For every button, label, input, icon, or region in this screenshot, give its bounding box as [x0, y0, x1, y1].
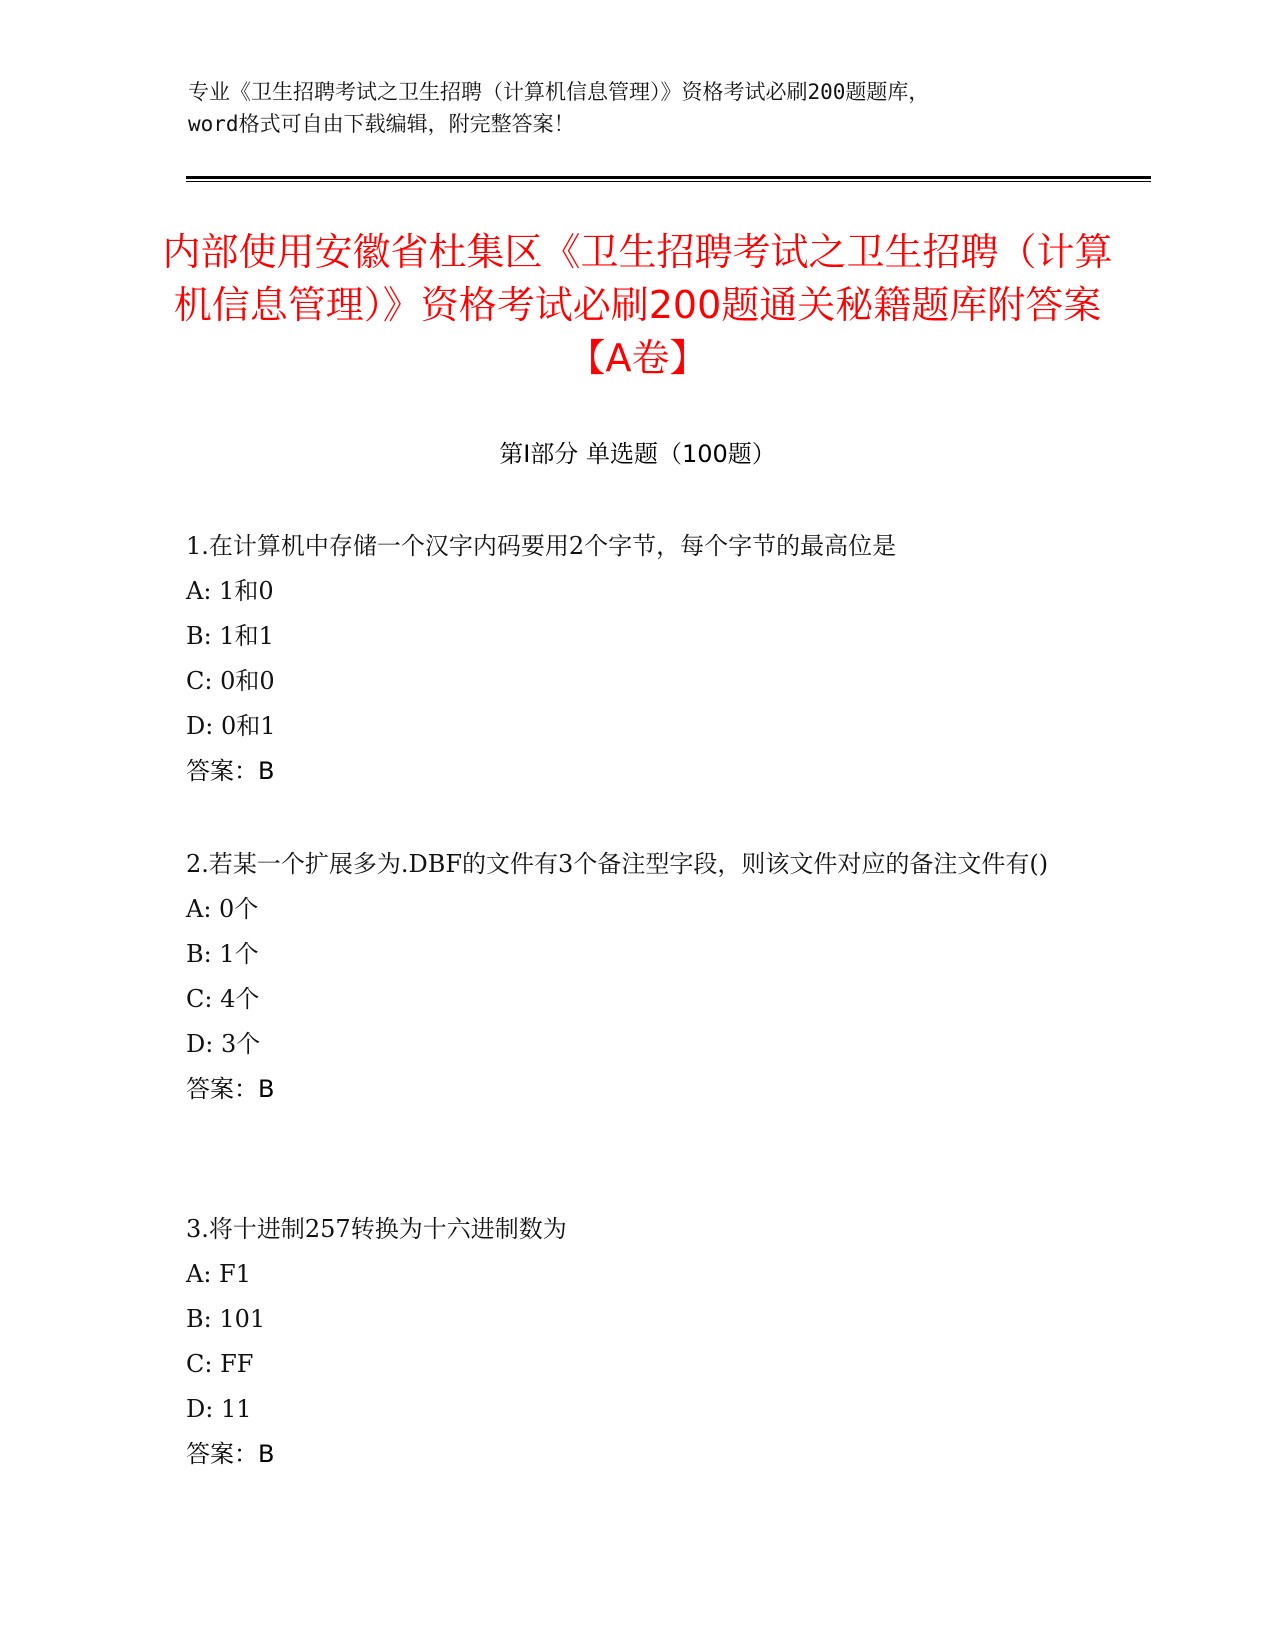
option-a: A: F1 — [186, 1260, 251, 1288]
question-stem: 2.若某一个扩展多为.DBF的文件有3个备注型字段，则该文件对应的备注文件有() — [186, 850, 1049, 878]
header-note-line-1: 专业《卫生招聘考试之卫生招聘（计算机信息管理）》资格考试必刷200题题库， — [188, 80, 930, 104]
option-c: C: 4个 — [186, 985, 260, 1013]
question-3 — [186, 1207, 1086, 1477]
header-note-line-2: word格式可自由下载编辑，附完整答案！ — [188, 112, 575, 136]
answer: 答案：B — [186, 1075, 275, 1103]
option-c: C: 0和0 — [186, 667, 275, 695]
question-2 — [186, 842, 1086, 1112]
answer: 答案：B — [186, 1440, 275, 1468]
header-note — [188, 76, 1088, 140]
document-title: 内部使用安徽省杜集区《卫生招聘考试之卫生招聘（计算机信息管理）》资格考试必刷200题通关秘籍题库附答案【A卷】 — [162, 230, 1113, 380]
section-title: 第I部分 单选题（100题） — [499, 440, 776, 468]
question-stem: 3.将十进制257转换为十六进制数为 — [186, 1215, 567, 1243]
option-b: B: 101 — [186, 1305, 266, 1333]
header-divider-thick — [186, 176, 1151, 179]
option-d: D: 3个 — [186, 1030, 261, 1058]
option-a: A: 1和0 — [186, 577, 274, 605]
option-d: D: 0和1 — [186, 712, 276, 740]
option-a: A: 0个 — [186, 895, 259, 923]
option-b: B: 1个 — [186, 940, 259, 968]
option-d: D: 11 — [186, 1395, 252, 1423]
question-1 — [186, 524, 1086, 794]
header-divider-thin — [186, 181, 1151, 182]
question-stem: 1.在计算机中存储一个汉字内码要用2个字节，每个字节的最高位是 — [186, 532, 897, 560]
option-b: B: 1和1 — [186, 622, 274, 650]
option-c: C: FF — [186, 1350, 254, 1378]
answer: 答案：B — [186, 757, 275, 785]
